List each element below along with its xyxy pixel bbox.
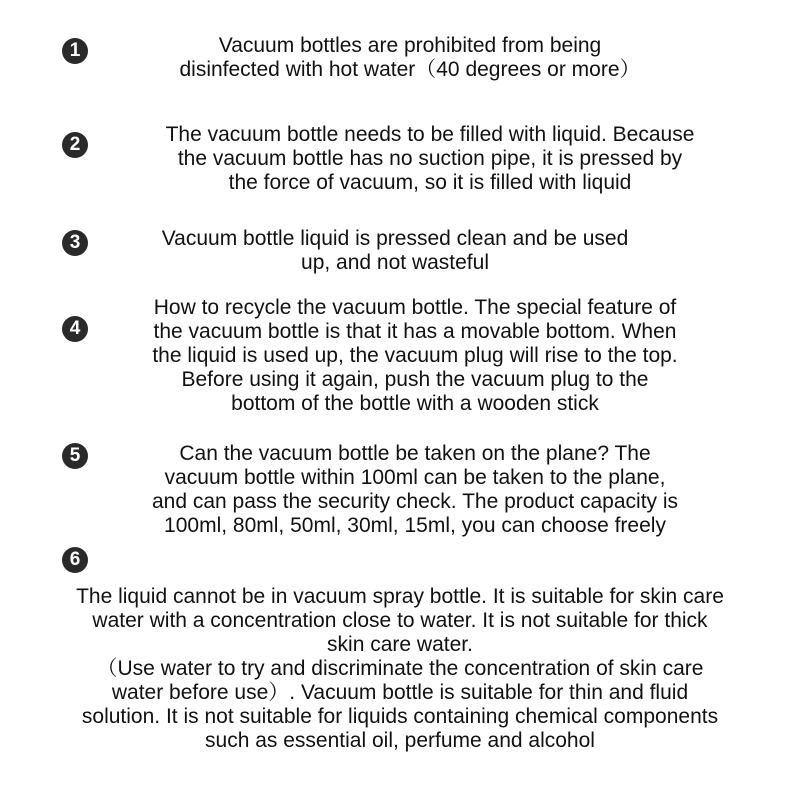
item-1-line-1: Vacuum bottles are prohibited from being [218,34,602,57]
number-3-icon: 3 [62,230,88,256]
item-1-line-2: disinfected with hot water（40 degrees or more） [179,58,641,81]
number-2-icon: 2 [62,132,88,158]
item-6-line-4: （Use water to try and discriminate the concentration of skin care [96,657,704,680]
item-4-line-1: How to recycle the vacuum bottle. The special feature of [153,296,677,319]
item-4-line-5: bottom of the bottle with a wooden stick [231,392,599,415]
item-4-line-4: Before using it again, push the vacuum plug to the [181,368,649,391]
item-3-line-1: Vacuum bottle liquid is pressed clean and be used [161,227,629,250]
item-6-line-2: water with a concentration close to water. It is not suitable for thick [92,609,708,632]
item-6-line-7: such as essential oil, perfume and alcohol [205,729,595,752]
number-1-icon: 1 [62,38,88,64]
item-2-line-2: the vacuum bottle has no suction pipe, it is pressed by [177,147,683,170]
item-6-line-5: water before use）. Vacuum bottle is suitable for thin and fluid [111,681,689,704]
number-5-icon: 5 [62,443,88,469]
item-2-text [0,123,800,195]
item-3-text [0,227,800,275]
item-6-line-3: skin care water. [327,633,473,656]
number-4-icon: 4 [62,316,88,342]
item-4-text [0,296,800,416]
item-1-text [0,34,800,82]
item-2-line-1: The vacuum bottle needs to be filled with liquid. Because [165,123,695,146]
item-6-line-1: The liquid cannot be in vacuum spray bottle. It is suitable for skin care [76,585,724,608]
item-6-line-6: solution. It is not suitable for liquids containing chemical components [81,705,719,728]
item-5-line-1: Can the vacuum bottle be taken on the plane? The [179,442,651,465]
item-4-line-2: the vacuum bottle is that it has a movable bottom. When [153,320,677,343]
item-4-line-3: the liquid is used up, the vacuum plug will rise to the top. [152,344,678,367]
item-5-line-4: 100ml, 80ml, 50ml, 30ml, 15ml, you can choose freely [164,514,666,537]
item-5-line-3: and can pass the security check. The product capacity is [151,490,679,513]
item-2-line-3: the force of vacuum, so it is filled with liquid [228,171,632,194]
item-5-line-2: vacuum bottle within 100ml can be taken to the plane, [164,466,666,489]
item-5-text [0,442,800,538]
item-6-text [0,585,800,753]
number-6-icon: 6 [62,547,88,573]
item-3-line-2: up, and not wasteful [301,251,489,274]
